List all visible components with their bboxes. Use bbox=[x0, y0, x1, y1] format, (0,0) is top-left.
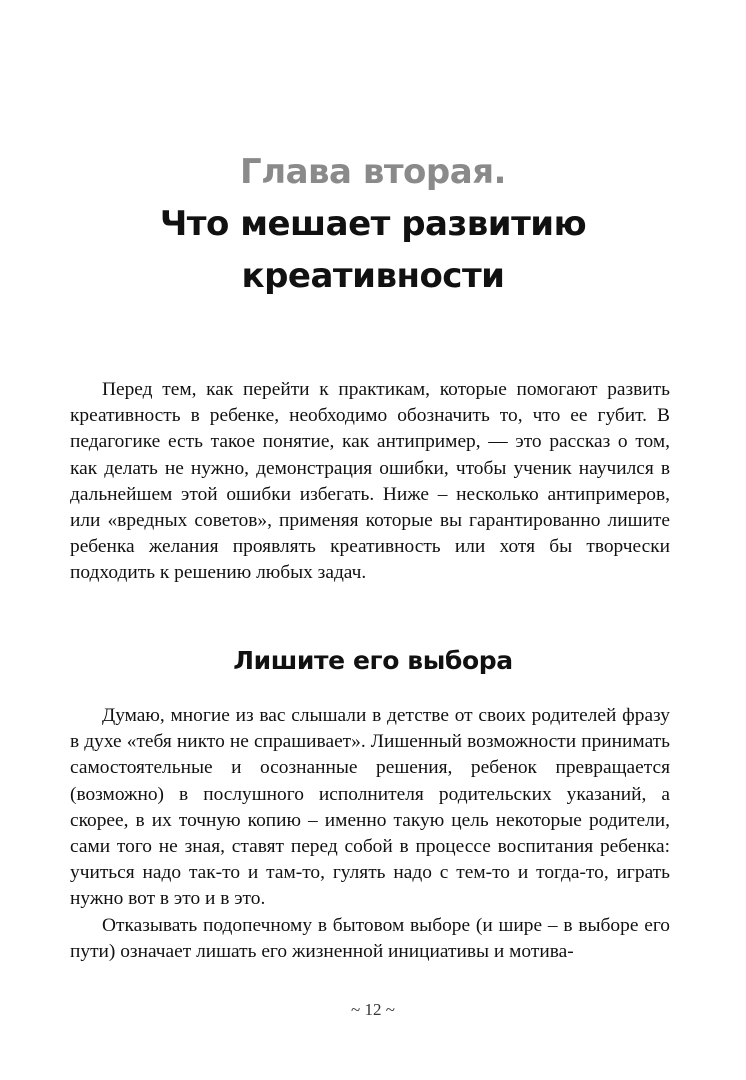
section-paragraph-2: Отказывать подопечному в бытовом выборе (и шире – в выборе его пути) означает лишать его жизненной инициативы и мотива- bbox=[70, 914, 670, 962]
section-paragraph-1: Думаю, многие из вас слышали в детстве от своих родителей фразу в духе «тебя никто не спрашивает». Лишенный возможности принимать самостоятельные и осознанные решения, ребенок превращается (возможно) в послушного исполнителя родительских указаний, а скорее, в их точную копию – именно такую цель некоторые родители, сами того не зная, ставят перед собой в процессе воспитания ребенка: учиться надо так-то и там-то, гулять надо с тем-то и тогда-то, играть нужно вот в это и в это. bbox=[70, 705, 670, 910]
chapter-title-line-2: креативности bbox=[241, 256, 505, 296]
intro-paragraph-1: Перед тем, как перейти к практикам, которые помогают развить креативность в ребенке, необходимо обозначить то, что ее губит. В педагогике есть такое понятие, как антипример, — это рассказ о том, как делать не нужно, демонстрация ошибки, чтобы ученик научился в дальнейшем этой ошибки избегать. Ниже – несколько антипримеров, или «вредных советов», применяя которые вы гарантированно лишите ребенка желания проявлять креативность или хотя бы творчески подходить к решению любых задач. bbox=[70, 379, 670, 584]
page-number: ~ 12 ~ bbox=[351, 1000, 395, 1019]
intro-text bbox=[70, 377, 670, 587]
chapter-title-line-1: Что мешает развитию bbox=[159, 204, 587, 244]
chapter-label: Глава вторая. bbox=[240, 152, 506, 192]
section-heading: Лишите его выбора bbox=[233, 646, 513, 675]
chapter-heading bbox=[0, 146, 746, 302]
section-text bbox=[70, 703, 670, 965]
